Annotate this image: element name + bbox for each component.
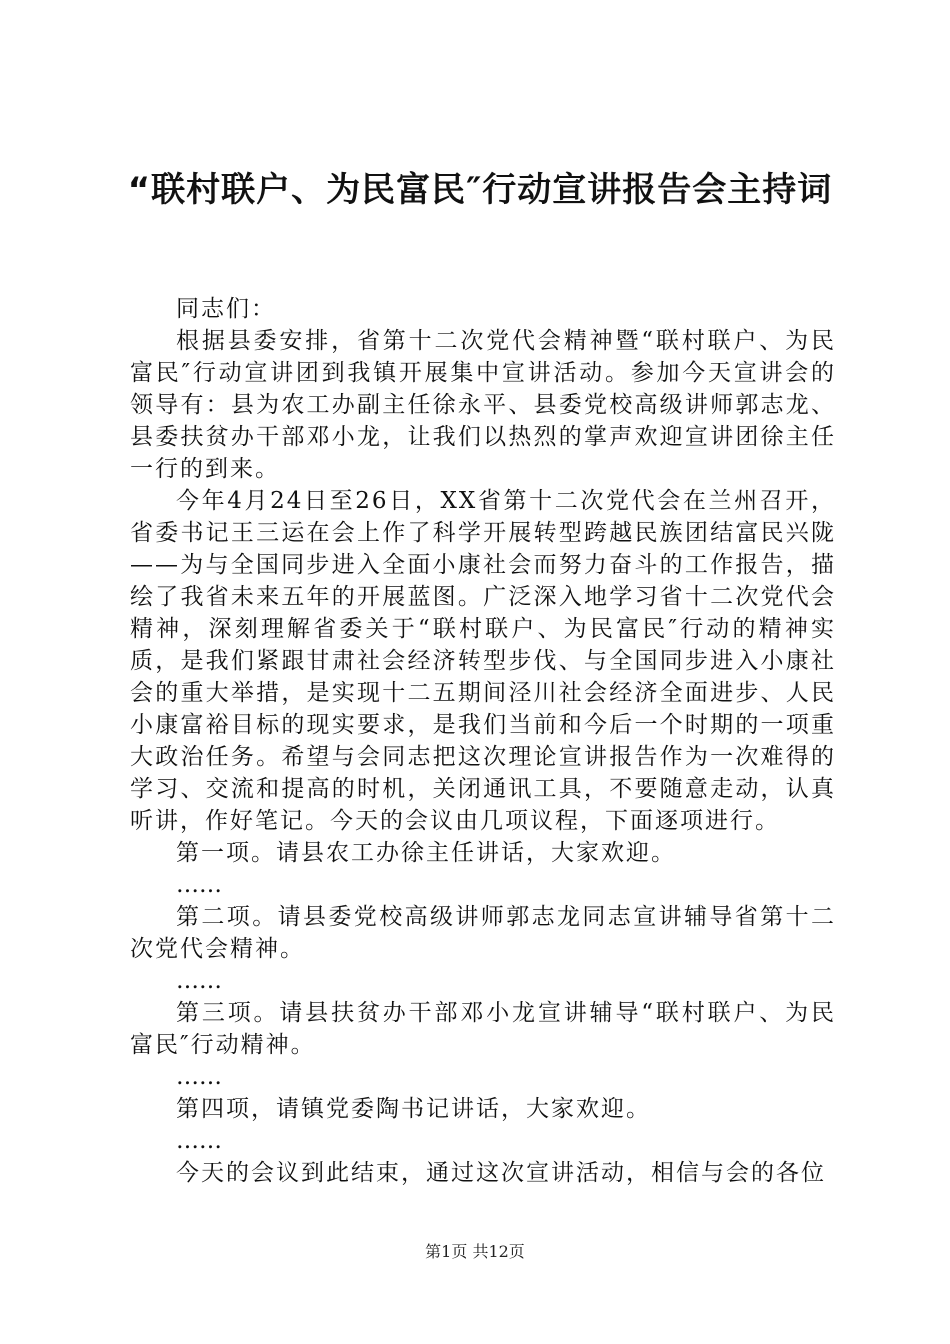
agenda-item-1: 第一项。请县农工办徐主任讲话，大家欢迎。 [176,840,676,866]
agenda-item-4: 第四项，请镇党委陶书记讲话，大家欢迎。 [176,1096,651,1122]
agenda-item-3: 第三项。请县扶贫办干部邓小龙宣讲辅导“联村联户、为民富民″行动精神。 [130,1000,836,1058]
document-title: “联村联户、为民富民″行动宣讲报告会主持词 [127,170,833,210]
ellipsis-4: …… [176,1128,222,1154]
paragraph-closing: 今天的会议到此结束，通过这次宣讲活动，相信与会的各位 [176,1160,826,1186]
paragraph-intro: 根据县委安排，省第十二次党代会精神暨“联村联户、为民富民″行动宣讲团到我镇开展集中宣讲活动。参加今天宣讲会的领导有：县为农工办副主任徐永平、县委党校高级讲师郭志龙、县委扶贫办干部邓小龙，让我们以热烈的掌声欢迎宣讲团徐主任一行的到来。 [130,328,836,482]
document-body [130,293,836,1189]
ellipsis-2: …… [176,968,222,994]
page-footer: 第1页 共12页 [425,1242,525,1261]
ellipsis-1: …… [176,872,222,898]
salutation: 同志们： [176,296,276,322]
ellipsis-3: …… [176,1064,222,1090]
agenda-item-2: 第二项。请县委党校高级讲师郭志龙同志宣讲辅导省第十二次党代会精神。 [130,904,836,962]
paragraph-background: 今年4月24日至26日，XX省第十二次党代会在兰州召开，省委书记王三运在会上作了科学开展转型跨越民族团结富民兴陇——为与全国同步进入全面小康社会而努力奋斗的工作报告，描绘了我省未来五年的开展蓝图。广泛深入地学习省十二次党代会精神，深刻理解省委关于“联村联户、为民富民″行动的精神实质，是我们紧跟甘肃社会经济转型步伐、与全国同步进入小康社会的重大举措，是实现十二五期间泾川社会经济全面进步、人民小康富裕目标的现实要求，是我们当前和今后一个时期的一项重大政治任务。希望与会同志把这次理论宣讲报告作为一次难得的学习、交流和提高的时机，关闭通讯工具，不要随意走动，认真听讲，作好笔记。今天的会议由几项议程，下面逐项进行。 [130,488,836,834]
